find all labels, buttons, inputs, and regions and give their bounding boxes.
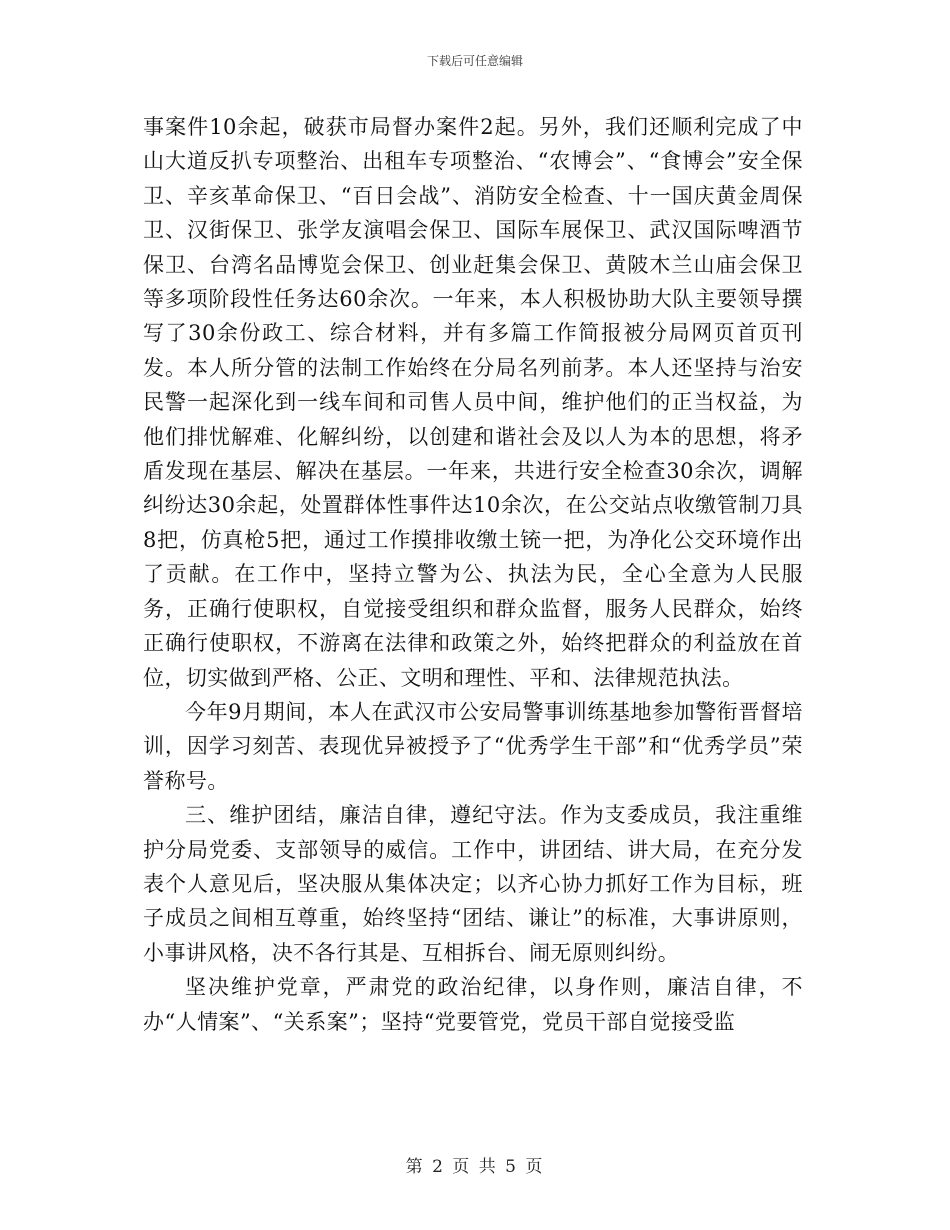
page-header: 下载后可任意编辑 (426, 54, 523, 68)
page-number-footer: 第 2 页 共 5 页 (405, 1157, 545, 1177)
paragraph-4: 坚决维护党章，严肃党的政治纪律，以身作则，廉洁自律，不办“人情案”、“关系案”；坚持“党要管党，党员干部自觉接受监 (143, 975, 803, 1034)
paragraph-3: 三、维护团结，廉洁自律，遵纪守法。作为支委成员，我注重维护分局党委、支部领导的威信。工作中，讲团结、讲大局，在充分发表个人意见后，坚决服从集体决定；以齐心协力抓好工作为目标，班子成员之间相互尊重，始终坚持“团结、谦让”的标准，大事讲原则，小事讲风格，决不各行其是、互相拆台、闹无原则纠纷。 (143, 803, 803, 965)
paragraph-2: 今年9月期间，本人在武汉市公安局警事训练基地参加警衔晋督培训，因学习刻苦、表现优异被授予了“优秀学生干部”和“优秀学员”荣誉称号。 (143, 699, 803, 793)
paragraph-1: 事案件10余起，破获市局督办案件2起。另外，我们还顺利完成了中山大道反扒专项整治、出租车专项整治、“农博会”、“食博会”安全保卫、辛亥革命保卫、“百日会战”、消防安全检查、十一国庆黄金周保卫、汉街保卫、张学友演唱会保卫、国际车展保卫、武汉国际啤酒节保卫、台湾名品博览会保卫、创业赶集会保卫、黄陂木兰山庙会保卫等多项阶段性任务达60余次。一年来，本人积极协助大队主要领导撰写了30余份政工、综合材料，并有多篇工作简报被分局网页首页刊发。本人所分管的法制工作始终在分局名列前茅。本人还坚持与治安民警一起深化到一线车间和司售人员中间，维护他们的正当权益，为他们排忧解难、化解纠纷，以创建和谐社会及以人为本的思想，将矛盾发现在基层、解决在基层。一年来，共进行安全检查30余次，调解纠纷达30余起，处置群体性事件达10余次，在公交站点收缴管制刀具8把，仿真枪5把，通过工作摸排收缴土铳一把，为净化公交环境作出了贡献。在工作中，坚持立警为公、执法为民，全心全意为人民服务，正确行使职权，自觉接受组织和群众监督，服务人民群众，始终正确行使职权，不游离在法律和政策之外，始终把群众的利益放在首位，切实做到严格、公正、文明和理性、平和、法律规范执法。 (143, 115, 803, 690)
document-body (143, 110, 803, 1039)
